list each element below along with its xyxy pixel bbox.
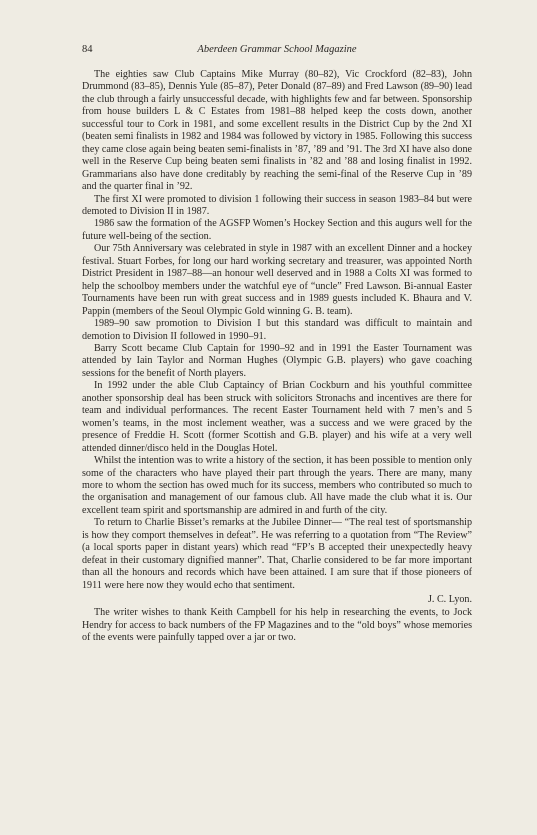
paragraph: The eighties saw Club Captains Mike Murray (80–82), Vic Crockford (82–83), John Drummond (83–85), Dennis Yule (85–87), Peter Donald (87–89) and Fred Lawson (89–90) lead the club through a fairly unsuccessful decade, with highlights few and far between. Sponsorship from house builders L & C Estates from 1981–88 helped keep the costs down, another successful tour to Cork in 1981, and some excellent results in the District Cup by the 2nd XI (beaten semi finalists in 1982 and 1984 was followed by victory in 1985. Following this success they came close again being beaten semi-finalists in ’87, ’89 and ’91. The 3rd XI have also done well in the Reserve Cup being beaten semi finalists in ’82 and ’88 and losing finalist in 1992. Grammarians also have done creditably by reaching the semi-final of the Reserve Cup in ’89 and the quarter final in ’92. xyxy=(82,69,472,193)
paragraph: Whilst the intention was to write a history of the section, it has been possible to mention only some of the characters who have played their part through the years. There are many, many more to whom the section has owed much for its success, members who contributed so much to the organisation and management of our famous club. All have made the club what it is. Our excellent team spirit and sportsmanship are admired in and furth of the city. xyxy=(82,455,472,516)
paragraph: 1986 saw the formation of the AGSFP Women’s Hockey Section and this augurs well for the future well-being of the section. xyxy=(82,218,472,242)
paragraph: Barry Scott became Club Captain for 1990–92 and in 1991 the Easter Tournament was attended by Iain Taylor and Norman Hughes (Olympic G.B. players) who gave coaching sessions for the benefit of North players. xyxy=(82,342,472,379)
paragraph: Our 75th Anniversary was celebrated in style in 1987 with an excellent Dinner and a hockey festival. Stuart Forbes, for long our hard working secretary and treasurer, was appointed North District President in 1987–88—an honour well deserved and in 1988 a Colts XI was formed to help the schoolboy members under the watchful eye of “uncle” Fred Lawson. Bi-annual Easter Tournaments have been run with great success and in 1989 guests included K. Bhaura and V. Pappin (members of the Seoul Olympic Gold winning G. B. team). xyxy=(82,243,472,317)
author-signature: J. C. Lyon. xyxy=(427,594,472,606)
running-title: Aberdeen Grammar School Magazine xyxy=(197,44,357,55)
paragraph: In 1992 under the able Club Captaincy of Brian Cockburn and his youthful committee another sponsorship deal has been struck with solicitors Stronachs and incentives are there for team and individual performances. The recent Easter Tournament held with 7 men’s and 5 women’s teams, in the most inclement weather, was a success and we were graced by the presence of Freddie H. Scott (former Scottish and G.B. player) and his wife at a very well attended dinner/disco held in the Douglas Hotel. xyxy=(82,380,472,454)
page-number: 84 xyxy=(82,44,93,55)
paragraph: The first XI were promoted to division 1 following their success in season 1983–84 but were demoted to Division II in 1987. xyxy=(82,193,472,217)
paragraph: To return to Charlie Bisset’s remarks at the Jubilee Dinner— “The real test of sportsmanship is how they comport themselves in defeat”. He was referring to a quotation from “The Review” (a local sports paper in distant years) which read “FP’s B accepted their unexpectedly heavy defeat in their customary dignified manner”. That, Charlie considered to be far more important than all the honours and records which have been attained. I am sure that if those pioneers of 1911 were here now they would echo that sentiment. xyxy=(82,517,472,591)
acknowledgement-paragraph: The writer wishes to thank Keith Campbell for his help in researching the events, to Jock Hendry for access to back numbers of the FP Magazines and to the “old boys” whose memories of the events were painfully tapped over a jar or two. xyxy=(82,607,472,644)
article-body xyxy=(82,69,472,645)
paragraph: 1989–90 saw promotion to Division I but this standard was difficult to maintain and demotion to Division II followed in 1990–91. xyxy=(82,318,472,342)
